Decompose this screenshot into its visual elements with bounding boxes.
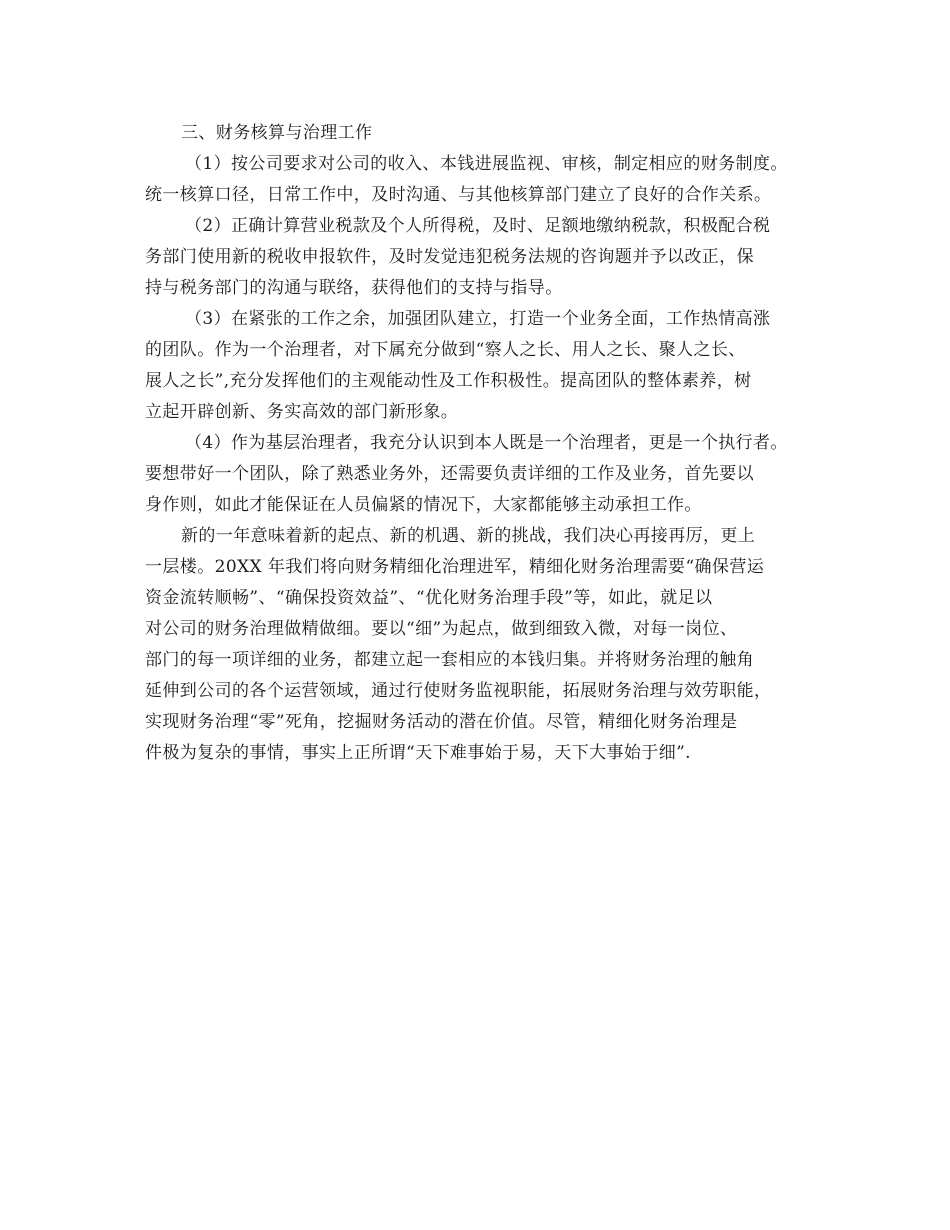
- paragraph-line: 延伸到公司的各个运营领域，通过行使财务监视职能，拓展财务治理与效劳职能，: [145, 681, 772, 701]
- paragraph-line: 对公司的财务治理做精做细。要以“细”为起点，做到细致入微，对每一岗位、: [145, 619, 738, 639]
- paragraph-line: 新的一年意味着新的起点、新的机遇、新的挑战，我们决心再接再厉，更上: [181, 526, 756, 546]
- paragraph-line: 统一核算口径，日常工作中，及时沟通、与其他核算部门建立了良好的合作关系。: [145, 185, 772, 205]
- document-body: [145, 118, 810, 769]
- paragraph-line: 实现财务治理“零”死角，挖掘财务活动的潜在价值。尽管，精细化财务治理是: [145, 712, 738, 732]
- paragraph-line: （1）按公司要求对公司的收入、本钱进展监视、审核，制定相应的财务制度。: [185, 154, 788, 174]
- paragraph-2: [145, 211, 810, 304]
- paragraph-line: 部门的每一项详细的业务，都建立起一套相应的本钱归集。并将财务治理的触角: [145, 650, 754, 670]
- paragraph-line: （4）作为基层治理者，我充分认识到本人既是一个治理者，更是一个执行者。: [185, 433, 788, 453]
- paragraph-line: 资金流转顺畅”、“确保投资效益”、“优化财务治理手段”等，如此，就足以: [145, 588, 713, 608]
- paragraph-1: [145, 149, 810, 211]
- paragraph-line: （2）正确计算营业税款及个人所得税，及时、足额地缴纳税款，积极配合税: [185, 216, 771, 236]
- paragraph-line: 身作则，如此才能保证在人员偏紧的情况下，大家都能够主动承担工作。: [145, 495, 702, 515]
- section-heading: [145, 118, 810, 149]
- paragraph-line: 要想带好一个团队，除了熟悉业务外，还需要负责详细的工作及业务，首先要以: [145, 464, 754, 484]
- heading-text: 三、财务核算与治理工作: [181, 123, 373, 143]
- paragraph-line: 的团队。作为一个治理者，对下属充分做到“察人之长、用人之长、聚人之长、: [145, 340, 746, 360]
- paragraph-5: [145, 521, 810, 769]
- paragraph-line: 务部门使用新的税收申报软件，及时发觉违犯税务法规的咨询题并予以改正，保: [145, 247, 754, 267]
- paragraph-3: [145, 304, 810, 428]
- paragraph-4: [145, 428, 810, 521]
- paragraph-line: （3）在紧张的工作之余，加强团队建立，打造一个业务全面，工作热情高涨: [185, 309, 771, 329]
- paragraph-line: 件极为复杂的事情，事实上正所谓“天下难事始于易，天下大事始于细”.: [145, 743, 691, 763]
- paragraph-line: 一层楼。20XX 年我们将向财务精细化治理进军，精细化财务治理需要“确保营运: [145, 557, 765, 577]
- paragraph-line: 持与税务部门的沟通与联络，获得他们的支持与指导。: [145, 278, 563, 298]
- paragraph-line: 立起开辟创新、务实高效的部门新形象。: [145, 402, 459, 422]
- paragraph-line: 展人之长”,充分发挥他们的主观能动性及工作积极性。提高团队的整体素养，树: [145, 371, 752, 391]
